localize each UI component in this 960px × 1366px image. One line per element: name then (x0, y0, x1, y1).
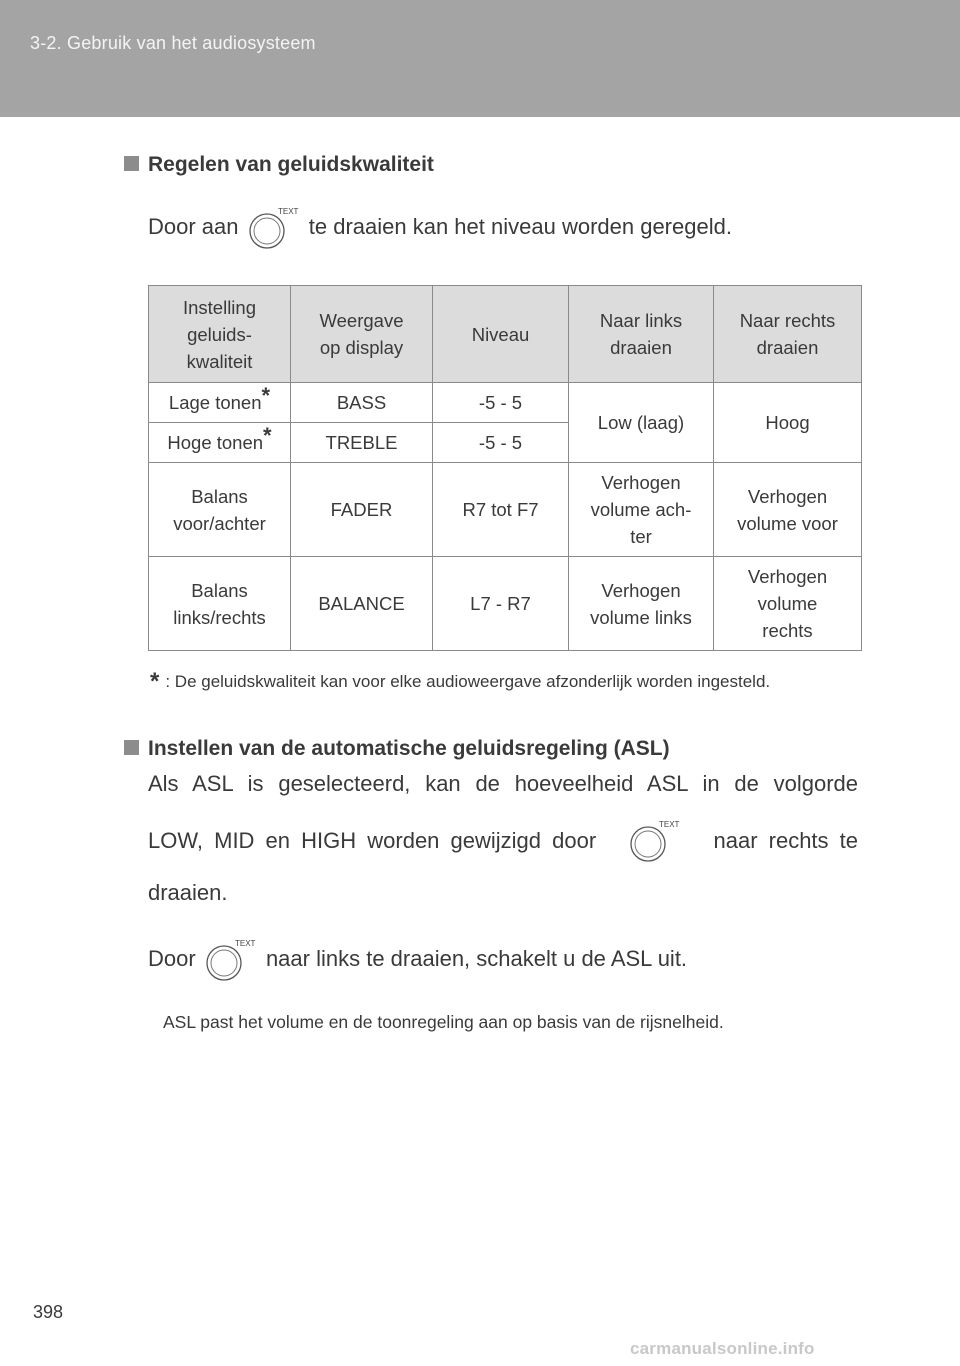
page-number: 398 (33, 1302, 64, 1322)
text-knob-icon (202, 938, 260, 982)
cell-level: -5 - 5 (433, 423, 569, 463)
table-header-row (149, 286, 862, 383)
cell-right: Verhogen volume voor (714, 463, 862, 557)
cell-display: FADER (291, 463, 433, 557)
header-left: Naar links draaien (569, 286, 714, 383)
cell-right: Verhogen volume rechts (714, 557, 862, 651)
text-knob-icon (245, 206, 303, 250)
cell-setting: Balans voor/achter (149, 463, 291, 557)
sound-quality-heading (124, 153, 434, 177)
header-setting: Instelling geluids- kwaliteit (149, 286, 291, 383)
knob-label: TEXT (277, 207, 299, 216)
asl-off-after: naar links te draaien, schakelt u de ASL uit. (265, 945, 688, 971)
asl-heading-text: Instellen van de automatische geluidsregeling (ASL) (148, 737, 670, 760)
header-display: Weergave op display (291, 286, 433, 383)
cell-display: BASS (291, 383, 433, 423)
header-right: Naar rechts draaien (714, 286, 862, 383)
cell-left: Low (laag) (569, 383, 714, 463)
footnote-text: : De geluidskwaliteit kan voor elke audioweergave afzonderlijk worden ingesteld. (165, 672, 771, 691)
section-title: 3-2. Gebruik van het audiosysteem (30, 33, 316, 53)
header-band (0, 0, 960, 117)
text-knob-icon (626, 819, 684, 863)
footnote (150, 668, 858, 696)
cell-right: Hoog (714, 383, 862, 463)
cell-left: Verhogen volume links (569, 557, 714, 651)
asl-line-1: Als ASL is geselecteerd, kan de hoeveelheid ASL in de volgorde (148, 771, 858, 796)
cell-setting: Hoge tonen* (149, 423, 291, 463)
sound-quality-intro (148, 206, 732, 250)
cell-display: TREBLE (291, 423, 433, 463)
footnote-mark: * (150, 668, 160, 695)
watermark: carmanualsonline.info (630, 1339, 815, 1358)
table-row (149, 383, 862, 423)
square-bullet-icon (124, 156, 139, 171)
intro-before: Door aan (148, 213, 239, 239)
asl-line2-after: naar rechts te (713, 828, 858, 853)
header-level: Niveau (433, 286, 569, 383)
sound-quality-heading-text: Regelen van geluidskwaliteit (148, 153, 434, 176)
asl-line2-before: LOW, MID en HIGH worden gewijzigd door (148, 828, 597, 853)
asl-off-before: Door (148, 945, 196, 971)
cell-setting: Balans links/rechts (149, 557, 291, 651)
cell-level: R7 tot F7 (433, 463, 569, 557)
cell-left: Verhogen volume ach- ter (569, 463, 714, 557)
asl-line-3: draaien. (148, 880, 228, 905)
knob-label: TEXT (658, 820, 680, 829)
asl-off-line (148, 938, 687, 982)
cell-setting: Lage tonen* (149, 383, 291, 423)
knob-label: TEXT (234, 939, 256, 948)
table-row (149, 463, 862, 557)
asl-note: ASL past het volume en de toonregeling aan op basis van de rijsnelheid. (163, 1012, 724, 1032)
asl-line-2 (148, 819, 858, 863)
cell-level: L7 - R7 (433, 557, 569, 651)
cell-level: -5 - 5 (433, 383, 569, 423)
asl-heading (124, 737, 670, 761)
table-row (149, 557, 862, 651)
square-bullet-icon (124, 740, 139, 755)
cell-display: BALANCE (291, 557, 433, 651)
sound-settings-table (148, 285, 862, 651)
intro-after: te draaien kan het niveau worden geregeld. (308, 213, 732, 239)
